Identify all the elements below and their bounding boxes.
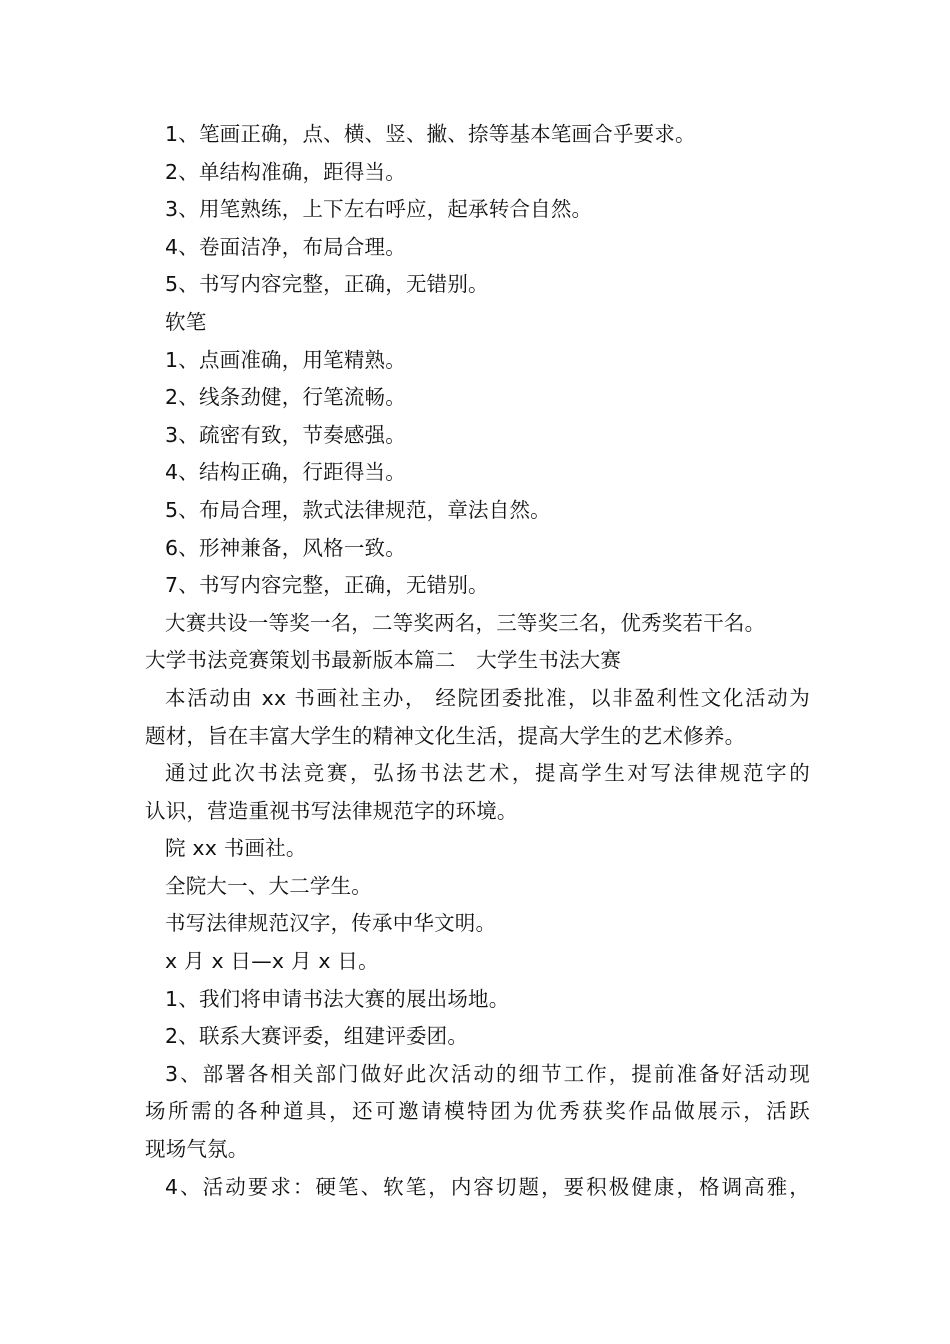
text-line: 现场气氛。 xyxy=(145,1137,249,1162)
text-line: 5、布局合理，款式法律规范，章法自然。 xyxy=(165,497,551,522)
text-line: 4、活动要求：硬笔、软笔，内容切题，要积极健康，格调高雅， xyxy=(165,1174,810,1199)
text-line: 全院大一、大二学生。 xyxy=(165,873,372,898)
text-line: 1、我们将申请书法大赛的展出场地。 xyxy=(165,986,510,1011)
text-line: 6、形神兼备，风格一致。 xyxy=(165,535,406,560)
text-line: 2、线条劲健，行笔流畅。 xyxy=(165,385,406,410)
text-line: 4、结构正确，行距得当。 xyxy=(165,460,406,485)
text-line: 3、疏密有致，节奏感强。 xyxy=(165,422,406,447)
text-line: 2、联系大赛评委，组建评委团。 xyxy=(165,1024,469,1049)
text-line: 1、点画准确，用笔精熟。 xyxy=(165,347,406,372)
text-line: 通过此次书法竞赛，弘扬书法艺术，提高学生对写法律规范字的 xyxy=(165,761,810,786)
text-line: 5、书写内容完整，正确，无错别。 xyxy=(165,272,489,297)
document-body xyxy=(145,116,810,1206)
text-line: 3、部署各相关部门做好此次活动的细节工作，提前准备好活动现 xyxy=(165,1061,810,1086)
text-line: 2、单结构准确，距得当。 xyxy=(165,159,406,184)
text-line: 1、笔画正确，点、横、竖、撇、捺等基本笔画合乎要求。 xyxy=(165,122,696,146)
text-line: 大学书法竞赛策划书最新版本篇二 大学生书法大赛 xyxy=(145,648,622,673)
text-line: 3、用笔熟练，上下左右呼应，起承转合自然。 xyxy=(165,197,593,222)
text-line: 认识，营造重视书写法律规范字的环境。 xyxy=(145,798,518,823)
text-line: 书写法律规范汉字，传承中华文明。 xyxy=(165,911,497,936)
text-line: 大赛共设一等奖一名，二等奖两名，三等奖三名，优秀奖若干名。 xyxy=(165,610,766,635)
text-line: 软笔 xyxy=(165,309,207,334)
text-line: 本活动由 xx 书画社主办， 经院团委批准，以非盈利性文化活动为 xyxy=(165,685,810,710)
text-line: 题材，旨在丰富大学生的精神文化生活，提高大学生的艺术修养。 xyxy=(145,723,746,748)
text-line: 4、卷面洁净，布局合理。 xyxy=(165,234,406,259)
text-line: 院 xx 书画社。 xyxy=(165,836,307,861)
text-line: 7、书写内容完整，正确，无错别。 xyxy=(165,573,489,598)
text-line: 场所需的各种道具，还可邀请模特团为优秀获奖作品做展示，活跃 xyxy=(145,1099,810,1124)
text-line: x 月 x 日—x 月 x 日。 xyxy=(165,949,379,974)
